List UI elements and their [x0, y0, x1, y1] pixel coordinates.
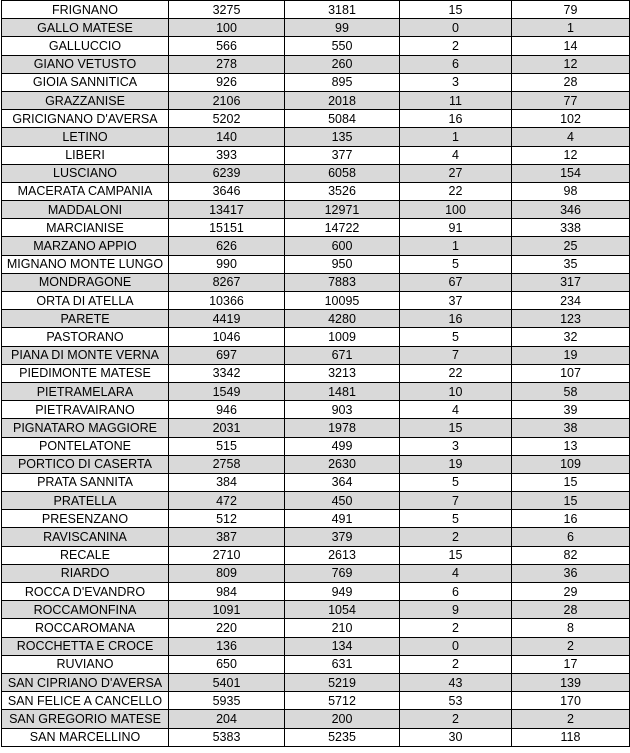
value-cell-1[interactable]: 5383 [169, 728, 285, 746]
value-cell-3[interactable]: 37 [400, 292, 512, 310]
value-cell-4[interactable]: 15 [512, 492, 630, 510]
value-cell-2[interactable]: 949 [285, 583, 400, 601]
value-cell-1[interactable]: 3646 [169, 182, 285, 200]
value-cell-4[interactable]: 102 [512, 110, 630, 128]
table-row [2, 473, 630, 491]
table-row [2, 55, 630, 73]
value-cell-2[interactable]: 377 [285, 146, 400, 164]
value-cell-1[interactable]: 3275 [169, 1, 285, 19]
value-cell-3[interactable]: 67 [400, 273, 512, 291]
value-cell-1[interactable]: 650 [169, 655, 285, 673]
table-row [2, 310, 630, 328]
value-cell-1[interactable]: 626 [169, 237, 285, 255]
table-row [2, 237, 630, 255]
table-row [2, 619, 630, 637]
value-cell-2[interactable]: 450 [285, 492, 400, 510]
value-cell-2[interactable]: 895 [285, 73, 400, 91]
value-cell-1[interactable]: 5935 [169, 692, 285, 710]
table-row [2, 164, 630, 182]
value-cell-4[interactable]: 35 [512, 255, 630, 273]
value-cell-3[interactable]: 43 [400, 673, 512, 691]
value-cell-1[interactable]: 3342 [169, 364, 285, 382]
table-row [2, 692, 630, 710]
value-cell-1[interactable]: 5401 [169, 673, 285, 691]
value-cell-1[interactable]: 946 [169, 401, 285, 419]
value-cell-3[interactable]: 2 [400, 655, 512, 673]
value-cell-3[interactable]: 1 [400, 128, 512, 146]
value-cell-2[interactable]: 5712 [285, 692, 400, 710]
value-cell-4[interactable]: 139 [512, 673, 630, 691]
value-cell-4[interactable]: 107 [512, 364, 630, 382]
municipality-cell[interactable]: RAVISCANINA [2, 528, 169, 546]
table-row [2, 346, 630, 364]
municipality-cell[interactable]: PRATA SANNITA [2, 473, 169, 491]
value-cell-4[interactable]: 338 [512, 219, 630, 237]
value-cell-4[interactable]: 154 [512, 164, 630, 182]
table-row [2, 528, 630, 546]
value-cell-4[interactable]: 19 [512, 346, 630, 364]
value-cell-3[interactable]: 0 [400, 637, 512, 655]
table-row [2, 728, 630, 746]
table-row [2, 583, 630, 601]
value-cell-4[interactable]: 82 [512, 546, 630, 564]
value-cell-4[interactable]: 123 [512, 310, 630, 328]
municipality-cell[interactable]: GIANO VETUSTO [2, 55, 169, 73]
value-cell-3[interactable]: 15 [400, 546, 512, 564]
value-cell-2[interactable]: 379 [285, 528, 400, 546]
value-cell-1[interactable]: 204 [169, 710, 285, 728]
value-cell-3[interactable]: 7 [400, 346, 512, 364]
value-cell-1[interactable]: 8267 [169, 273, 285, 291]
value-cell-2[interactable]: 5084 [285, 110, 400, 128]
municipality-cell[interactable]: LIBERI [2, 146, 169, 164]
value-cell-3[interactable]: 4 [400, 146, 512, 164]
value-cell-1[interactable]: 2758 [169, 455, 285, 473]
value-cell-4[interactable]: 2 [512, 637, 630, 655]
value-cell-2[interactable]: 1481 [285, 382, 400, 400]
value-cell-3[interactable]: 3 [400, 73, 512, 91]
municipality-cell[interactable]: ROCCAROMANA [2, 619, 169, 637]
value-cell-2[interactable]: 200 [285, 710, 400, 728]
value-cell-2[interactable]: 135 [285, 128, 400, 146]
value-cell-3[interactable]: 9 [400, 601, 512, 619]
table-row [2, 91, 630, 109]
value-cell-2[interactable]: 364 [285, 473, 400, 491]
value-cell-3[interactable]: 15 [400, 1, 512, 19]
municipality-cell[interactable]: RUVIANO [2, 655, 169, 673]
value-cell-4[interactable]: 39 [512, 401, 630, 419]
table-row [2, 37, 630, 55]
value-cell-4[interactable]: 12 [512, 55, 630, 73]
value-cell-2[interactable]: 903 [285, 401, 400, 419]
table-row [2, 492, 630, 510]
municipality-cell[interactable]: MARZANO APPIO [2, 237, 169, 255]
table-row [2, 364, 630, 382]
value-cell-3[interactable]: 11 [400, 91, 512, 109]
table-row [2, 110, 630, 128]
value-cell-4[interactable]: 28 [512, 601, 630, 619]
value-cell-4[interactable]: 36 [512, 564, 630, 582]
table-row [2, 219, 630, 237]
municipality-cell[interactable]: GRAZZANISE [2, 91, 169, 109]
value-cell-2[interactable]: 950 [285, 255, 400, 273]
table-row [2, 128, 630, 146]
value-cell-1[interactable]: 140 [169, 128, 285, 146]
value-cell-1[interactable]: 4419 [169, 310, 285, 328]
table-row [2, 19, 630, 37]
municipality-cell[interactable]: PRESENZANO [2, 510, 169, 528]
value-cell-4[interactable]: 109 [512, 455, 630, 473]
value-cell-1[interactable]: 2106 [169, 91, 285, 109]
value-cell-1[interactable]: 984 [169, 583, 285, 601]
value-cell-2[interactable]: 7883 [285, 273, 400, 291]
municipality-cell[interactable]: PORTICO DI CASERTA [2, 455, 169, 473]
municipality-cell[interactable]: PASTORANO [2, 328, 169, 346]
value-cell-2[interactable]: 2613 [285, 546, 400, 564]
table-row [2, 73, 630, 91]
municipality-cell[interactable]: PARETE [2, 310, 169, 328]
table-row [2, 401, 630, 419]
value-cell-3[interactable]: 30 [400, 728, 512, 746]
value-cell-4[interactable]: 13 [512, 437, 630, 455]
municipality-cell[interactable]: SAN FELICE A CANCELLO [2, 692, 169, 710]
value-cell-3[interactable]: 6 [400, 583, 512, 601]
table-row [2, 510, 630, 528]
value-cell-3[interactable]: 2 [400, 37, 512, 55]
value-cell-3[interactable]: 1 [400, 237, 512, 255]
value-cell-4[interactable]: 346 [512, 201, 630, 219]
municipality-cell[interactable]: RECALE [2, 546, 169, 564]
value-cell-3[interactable]: 10 [400, 382, 512, 400]
value-cell-2[interactable]: 631 [285, 655, 400, 673]
table-row [2, 255, 630, 273]
value-cell-1[interactable]: 6239 [169, 164, 285, 182]
value-cell-2[interactable]: 499 [285, 437, 400, 455]
value-cell-3[interactable]: 5 [400, 328, 512, 346]
value-cell-3[interactable]: 91 [400, 219, 512, 237]
municipality-cell[interactable]: PONTELATONE [2, 437, 169, 455]
value-cell-1[interactable]: 472 [169, 492, 285, 510]
municipality-cell[interactable]: PIETRAMELARA [2, 382, 169, 400]
value-cell-4[interactable]: 6 [512, 528, 630, 546]
municipality-cell[interactable]: LUSCIANO [2, 164, 169, 182]
value-cell-2[interactable]: 3181 [285, 1, 400, 19]
value-cell-2[interactable]: 671 [285, 346, 400, 364]
value-cell-4[interactable]: 28 [512, 73, 630, 91]
value-cell-4[interactable]: 16 [512, 510, 630, 528]
value-cell-2[interactable]: 12971 [285, 201, 400, 219]
value-cell-3[interactable]: 5 [400, 255, 512, 273]
municipality-cell[interactable]: ROCCA D'EVANDRO [2, 583, 169, 601]
value-cell-2[interactable]: 2018 [285, 91, 400, 109]
municipality-cell[interactable]: PIETRAVAIRANO [2, 401, 169, 419]
value-cell-1[interactable]: 2031 [169, 419, 285, 437]
value-cell-1[interactable]: 10366 [169, 292, 285, 310]
table-row [2, 637, 630, 655]
value-cell-4[interactable]: 29 [512, 583, 630, 601]
municipality-cell[interactable]: ROCCHETTA E CROCE [2, 637, 169, 655]
table-row [2, 419, 630, 437]
value-cell-2[interactable]: 5219 [285, 673, 400, 691]
value-cell-1[interactable]: 512 [169, 510, 285, 528]
table-row [2, 564, 630, 582]
value-cell-1[interactable]: 926 [169, 73, 285, 91]
value-cell-3[interactable]: 5 [400, 510, 512, 528]
value-cell-2[interactable]: 210 [285, 619, 400, 637]
table-row [2, 382, 630, 400]
value-cell-1[interactable]: 697 [169, 346, 285, 364]
value-cell-1[interactable]: 100 [169, 19, 285, 37]
municipality-cell[interactable]: GIOIA SANNITICA [2, 73, 169, 91]
value-cell-2[interactable]: 3213 [285, 364, 400, 382]
value-cell-3[interactable]: 3 [400, 437, 512, 455]
value-cell-2[interactable]: 4280 [285, 310, 400, 328]
table-row [2, 546, 630, 564]
value-cell-4[interactable]: 77 [512, 91, 630, 109]
value-cell-4[interactable]: 98 [512, 182, 630, 200]
value-cell-2[interactable]: 14722 [285, 219, 400, 237]
value-cell-4[interactable]: 32 [512, 328, 630, 346]
value-cell-3[interactable]: 5 [400, 473, 512, 491]
table-row [2, 455, 630, 473]
value-cell-4[interactable]: 170 [512, 692, 630, 710]
value-cell-2[interactable]: 769 [285, 564, 400, 582]
municipality-cell[interactable]: GALLUCCIO [2, 37, 169, 55]
value-cell-2[interactable]: 600 [285, 237, 400, 255]
value-cell-4[interactable]: 14 [512, 37, 630, 55]
value-cell-1[interactable]: 566 [169, 37, 285, 55]
table-row [2, 292, 630, 310]
value-cell-4[interactable]: 2 [512, 710, 630, 728]
value-cell-1[interactable]: 1091 [169, 601, 285, 619]
value-cell-1[interactable]: 1046 [169, 328, 285, 346]
value-cell-2[interactable]: 10095 [285, 292, 400, 310]
table-row [2, 1, 630, 19]
value-cell-1[interactable]: 136 [169, 637, 285, 655]
municipality-cell[interactable]: GRICIGNANO D'AVERSA [2, 110, 169, 128]
value-cell-2[interactable]: 1054 [285, 601, 400, 619]
value-cell-1[interactable]: 5202 [169, 110, 285, 128]
value-cell-4[interactable]: 17 [512, 655, 630, 673]
value-cell-1[interactable]: 387 [169, 528, 285, 546]
value-cell-3[interactable]: 16 [400, 310, 512, 328]
value-cell-3[interactable]: 100 [400, 201, 512, 219]
value-cell-1[interactable]: 13417 [169, 201, 285, 219]
value-cell-1[interactable]: 1549 [169, 382, 285, 400]
municipality-cell[interactable]: PIANA DI MONTE VERNA [2, 346, 169, 364]
municipality-cell[interactable]: MACERATA CAMPANIA [2, 182, 169, 200]
municipality-cell[interactable]: ROCCAMONFINA [2, 601, 169, 619]
value-cell-2[interactable]: 99 [285, 19, 400, 37]
value-cell-4[interactable]: 38 [512, 419, 630, 437]
value-cell-3[interactable]: 22 [400, 364, 512, 382]
table-row [2, 273, 630, 291]
municipality-cell[interactable]: SAN GREGORIO MATESE [2, 710, 169, 728]
value-cell-4[interactable]: 25 [512, 237, 630, 255]
table-row [2, 655, 630, 673]
municipality-cell[interactable]: MARCIANISE [2, 219, 169, 237]
value-cell-3[interactable]: 2 [400, 619, 512, 637]
municipality-cell[interactable]: SAN MARCELLINO [2, 728, 169, 746]
value-cell-4[interactable]: 1 [512, 19, 630, 37]
value-cell-4[interactable]: 12 [512, 146, 630, 164]
value-cell-2[interactable]: 3526 [285, 182, 400, 200]
table-row [2, 328, 630, 346]
value-cell-1[interactable]: 220 [169, 619, 285, 637]
value-cell-2[interactable]: 6058 [285, 164, 400, 182]
value-cell-3[interactable]: 7 [400, 492, 512, 510]
value-cell-2[interactable]: 260 [285, 55, 400, 73]
value-cell-1[interactable]: 384 [169, 473, 285, 491]
value-cell-4[interactable]: 118 [512, 728, 630, 746]
municipality-cell[interactable]: MIGNANO MONTE LUNGO [2, 255, 169, 273]
value-cell-3[interactable]: 2 [400, 710, 512, 728]
table-row [2, 673, 630, 691]
value-cell-2[interactable]: 134 [285, 637, 400, 655]
table-row [2, 146, 630, 164]
value-cell-4[interactable]: 8 [512, 619, 630, 637]
table-body [2, 1, 630, 747]
value-cell-3[interactable]: 22 [400, 182, 512, 200]
value-cell-3[interactable]: 4 [400, 401, 512, 419]
value-cell-3[interactable]: 0 [400, 19, 512, 37]
value-cell-1[interactable]: 809 [169, 564, 285, 582]
value-cell-1[interactable]: 2710 [169, 546, 285, 564]
municipality-cell[interactable]: FRIGNANO [2, 1, 169, 19]
municipality-cell[interactable]: MADDALONI [2, 201, 169, 219]
value-cell-4[interactable]: 15 [512, 473, 630, 491]
value-cell-2[interactable]: 1978 [285, 419, 400, 437]
value-cell-4[interactable]: 234 [512, 292, 630, 310]
value-cell-3[interactable]: 27 [400, 164, 512, 182]
value-cell-2[interactable]: 1009 [285, 328, 400, 346]
table-row [2, 710, 630, 728]
value-cell-3[interactable]: 15 [400, 419, 512, 437]
value-cell-2[interactable]: 550 [285, 37, 400, 55]
value-cell-3[interactable]: 2 [400, 528, 512, 546]
table-row [2, 201, 630, 219]
table-row [2, 437, 630, 455]
municipality-cell[interactable]: PRATELLA [2, 492, 169, 510]
municipality-cell[interactable]: PIEDIMONTE MATESE [2, 364, 169, 382]
table-row [2, 182, 630, 200]
municipality-cell[interactable]: GALLO MATESE [2, 19, 169, 37]
municipality-data-table [1, 0, 630, 747]
value-cell-4[interactable]: 79 [512, 1, 630, 19]
value-cell-1[interactable]: 15151 [169, 219, 285, 237]
value-cell-3[interactable]: 6 [400, 55, 512, 73]
value-cell-3[interactable]: 4 [400, 564, 512, 582]
value-cell-4[interactable]: 4 [512, 128, 630, 146]
municipality-cell[interactable]: RIARDO [2, 564, 169, 582]
value-cell-3[interactable]: 16 [400, 110, 512, 128]
value-cell-1[interactable]: 515 [169, 437, 285, 455]
value-cell-1[interactable]: 393 [169, 146, 285, 164]
value-cell-2[interactable]: 491 [285, 510, 400, 528]
value-cell-2[interactable]: 2630 [285, 455, 400, 473]
table-row [2, 601, 630, 619]
value-cell-1[interactable]: 278 [169, 55, 285, 73]
municipality-cell[interactable]: MONDRAGONE [2, 273, 169, 291]
value-cell-3[interactable]: 19 [400, 455, 512, 473]
value-cell-3[interactable]: 53 [400, 692, 512, 710]
municipality-cell[interactable]: ORTA DI ATELLA [2, 292, 169, 310]
municipality-cell[interactable]: SAN CIPRIANO D'AVERSA [2, 673, 169, 691]
value-cell-2[interactable]: 5235 [285, 728, 400, 746]
value-cell-4[interactable]: 317 [512, 273, 630, 291]
municipality-cell[interactable]: LETINO [2, 128, 169, 146]
municipality-cell[interactable]: PIGNATARO MAGGIORE [2, 419, 169, 437]
value-cell-1[interactable]: 990 [169, 255, 285, 273]
value-cell-4[interactable]: 58 [512, 382, 630, 400]
